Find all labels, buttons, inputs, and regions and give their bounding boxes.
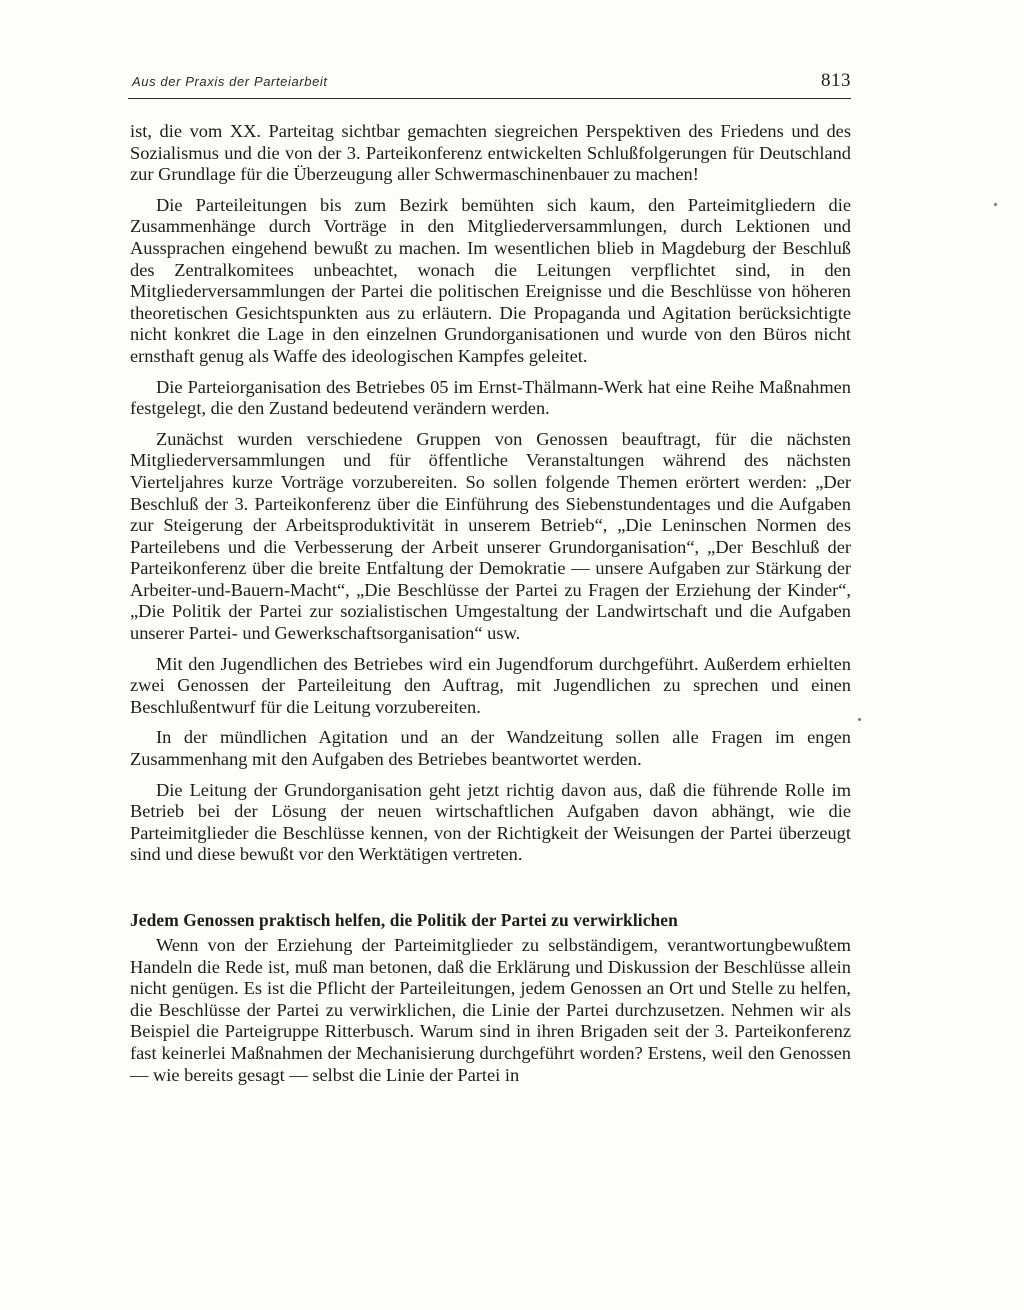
running-header bbox=[128, 72, 851, 99]
paragraph-3: Die Parteiorganisation des Betriebes 05 im Ernst-Thälmann-Werk hat eine Reihe Maßnahmen festgelegt, die den Zustand bedeutend verändern werden. bbox=[130, 376, 851, 419]
running-title: Aus der Praxis der Parteiarbeit bbox=[132, 74, 328, 89]
scan-speck bbox=[994, 203, 997, 206]
section-heading: Jedem Genossen praktisch helfen, die Politik der Partei zu verwirklichen bbox=[130, 910, 678, 930]
paragraph-8: Wenn von der Erziehung der Parteimitglieder zu selbständigem, verantwortungbewußtem Handeln die Rede ist, muß man betonen, daß die Erklärung und Diskussion der Beschlüsse allein nicht genügen. Es ist die Pflicht der Parteileitungen, jedem Genossen an Ort und Stelle zu helfen, die Beschlüsse der Partei zu verwirklichen, die Linie der Partei durchzusetzen. Nehmen wir als Beispiel die Parteigruppe Ritterbusch. Warum sind in ihren Brigaden seit der 3. Parteikonferenz fast keinerlei Maßnahmen der Mechanisierung durchgeführt worden? Erstens, weil den Genossen — wie bereits gesagt — selbst die Linie der Partei in bbox=[130, 935, 851, 1085]
paragraph-7: Die Leitung der Grundorganisation geht jetzt richtig davon aus, daß die führende Rolle im Betrieb bei der Lösung der neuen wirtschaftlichen Aufgaben davon abhängt, wie die Parteimitglieder die Beschlüsse kennen, von der Richtigkeit der Weisungen der Partei überzeugt sind und diese bewußt vor den Werktätigen vertreten. bbox=[130, 779, 851, 865]
paragraph-2: Die Parteileitungen bis zum Bezirk bemühten sich kaum, den Parteimitgliedern die Zusammenhänge durch Vorträge in den Mitgliederversammlungen, durch Lektionen und Aussprachen eingehend bewußt zu machen. Im wesentlichen blieb in Magdeburg der Beschluß des Zentralkomitees unbeachtet, wonach die Leitungen verpflichtet sind, in den Mitgliederversammlungen der Partei die politischen Ereignisse und die Beschlüsse von höheren theoretischen Gesichtspunkten aus zu erläutern. Die Propaganda und Agitation berücksichtigte nicht konkret die Lage in den einzelnen Grundorganisationen und wurde von den Büros nicht ernsthaft genug als Waffe des ideologischen Kampfes geleitet. bbox=[130, 194, 851, 366]
paragraph-6: In der mündlichen Agitation und an der Wandzeitung sollen alle Fragen im engen Zusammenhang mit den Aufgaben des Betriebes beantwortet werden. bbox=[130, 727, 851, 770]
paragraph-1: ist, die vom XX. Parteitag sichtbar gemachten siegreichen Perspektiven des Friedens und des Sozialismus und die von der 3. Parteikonferenz entwickelten Schlußfolgerungen für Deutschland zur Grundlage für die Überzeugung aller Schwermaschinenbauer zu machen! bbox=[130, 121, 851, 185]
scan-speck bbox=[858, 718, 861, 721]
page-number: 813 bbox=[821, 70, 851, 91]
paragraph-4: Zunächst wurden verschiedene Gruppen von Genossen beauftragt, für die nächsten Mitgliederversammlungen und für öffentliche Veranstaltungen während des nächsten Vierteljahres kurze Vorträge vorzubereiten. So sollen folgende Themen erörtert werden: „Der Beschluß der 3. Parteikonferenz über die Einführung des Siebenstundentages und die Aufgaben zur Steigerung der Arbeitsproduktivität in unserem Betrieb“, „Die Leninschen Normen des Parteilebens und die Verbesserung der Arbeit unserer Grundorganisation“, „Der Beschluß der Parteikonferenz über die breite Entfaltung der Demokratie — unsere Aufgaben zur Stärkung der Arbeiter-und-Bauern-Macht“, „Die Beschlüsse der Partei zu Fragen der Erziehung der Kinder“, „Die Politik der Partei zur sozialistischen Umgestaltung der Landwirtschaft und die Aufgaben unserer Partei- und Gewerkschaftsorganisation“ usw. bbox=[130, 428, 851, 644]
paragraph-5: Mit den Jugendlichen des Betriebes wird ein Jugendforum durchgeführt. Außerdem erhielten zwei Genossen der Parteileitung den Auftrag, mit Jugendlichen zu sprechen und einen Beschlußentwurf für die Leitung vorzubereiten. bbox=[130, 653, 851, 717]
body-text bbox=[130, 121, 851, 1086]
